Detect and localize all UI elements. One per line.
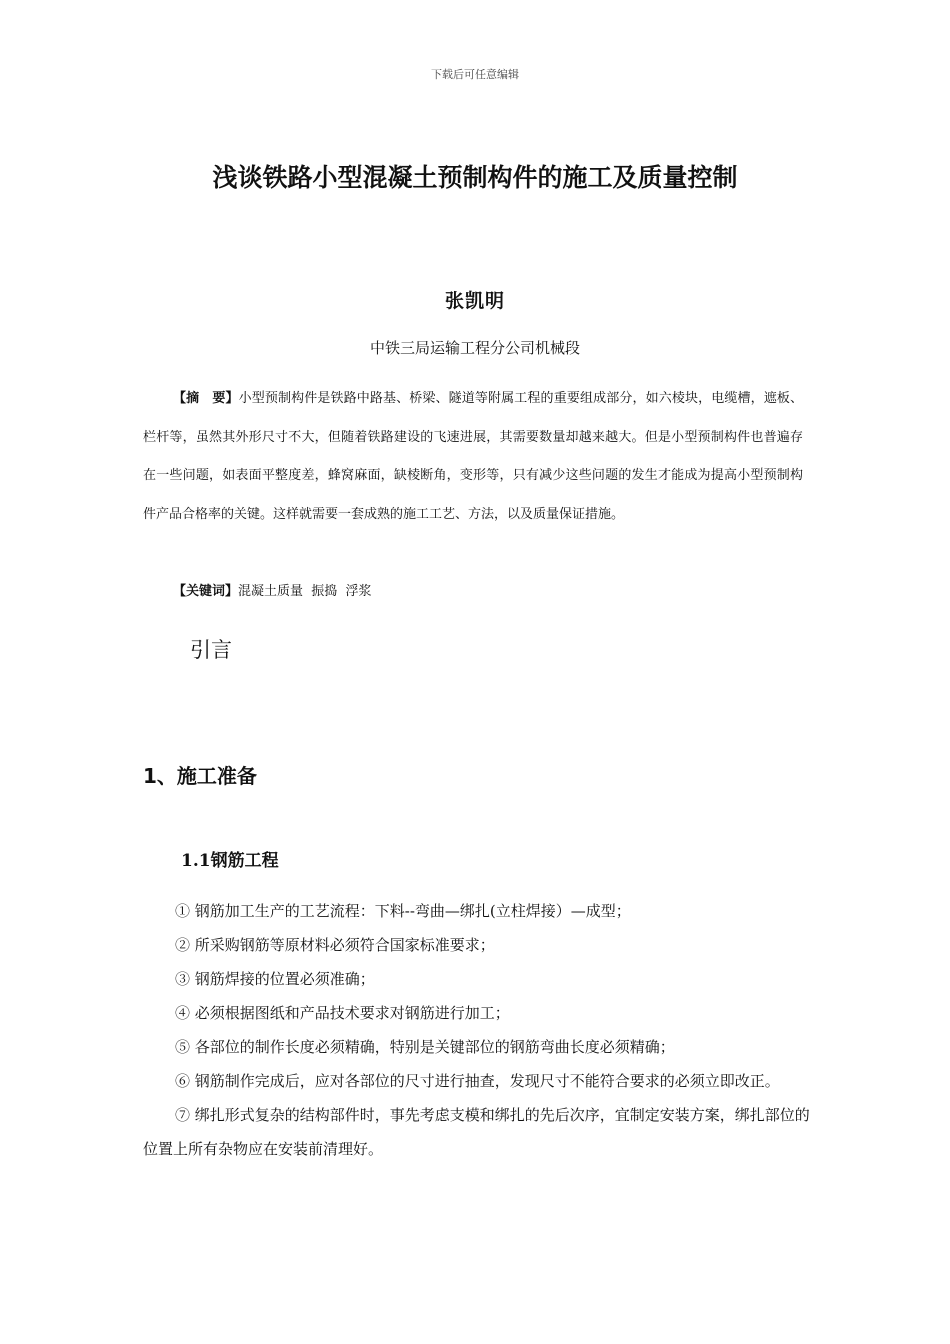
list-item: ① 钢筋加工生产的工艺流程：下料--弯曲—绑扎(立柱焊接）—成型； <box>175 902 631 920</box>
rebar-requirements-list <box>143 894 811 1166</box>
abstract-block <box>143 380 803 534</box>
keywords-label: 【关键词】 <box>173 584 239 599</box>
keywords-line <box>173 580 372 599</box>
author-name: 张凯明 <box>444 290 505 312</box>
author-affiliation: 中铁三局运输工程分公司机械段 <box>369 339 580 357</box>
list-item: ④ 必须根据图纸和产品技术要求对钢筋进行加工； <box>175 1004 510 1022</box>
list-item: ② 所采购钢筋等原材料必须符合国家标准要求； <box>175 936 495 954</box>
abstract-paragraph <box>143 380 803 534</box>
list-item: ⑥ 钢筋制作完成后，应对各部位的尺寸进行抽查，发现尺寸不能符合要求的必须立即改正。 <box>175 1072 780 1090</box>
list-item: ⑤ 各部位的制作长度必须精确，特别是关键部位的钢筋弯曲长度必须精确； <box>175 1038 675 1056</box>
intro-heading: 引言 <box>190 638 232 662</box>
watermark-text: 下载后可任意编辑 <box>431 68 519 81</box>
section-number: 1.1 <box>181 851 211 871</box>
section-title: 钢筋工程 <box>210 851 279 871</box>
list-item: ⑦ 绑扎形式复杂的结构部件时，事先考虑支模和绑扎的先后次序，宜制定安装方案，绑扎部位的位置上所有杂物应在安装前清理好。 <box>143 1106 810 1158</box>
list-item: ③ 钢筋焊接的位置必须准确； <box>175 970 375 988</box>
keywords-text: 混凝土质量 振捣 浮浆 <box>238 584 372 599</box>
section-heading-1: 1、施工准备 <box>143 764 257 788</box>
section-heading-1-1 <box>181 846 279 871</box>
document-title: 浅谈铁路小型混凝土预制构件的施工及质量控制 <box>212 163 738 192</box>
abstract-label: 【摘 要】 <box>173 391 239 406</box>
abstract-text: 小型预制构件是铁路中路基、桥梁、隧道等附属工程的重要组成部分，如六棱块，电缆槽，遮板、栏杆等，虽然其外形尺寸不大，但随着铁路建设的飞速进展，其需要数量却越来越大。但是小型预制构件也普遍存在一些问题，如表面平整度差，蜂窝麻面，缺棱断角，变形等，只有减少这些问题的发生才能成为提高小型预制构件产品合格率的关键。这样就需要一套成熟的施工工艺、方法，以及质量保证措施。 <box>143 391 803 522</box>
